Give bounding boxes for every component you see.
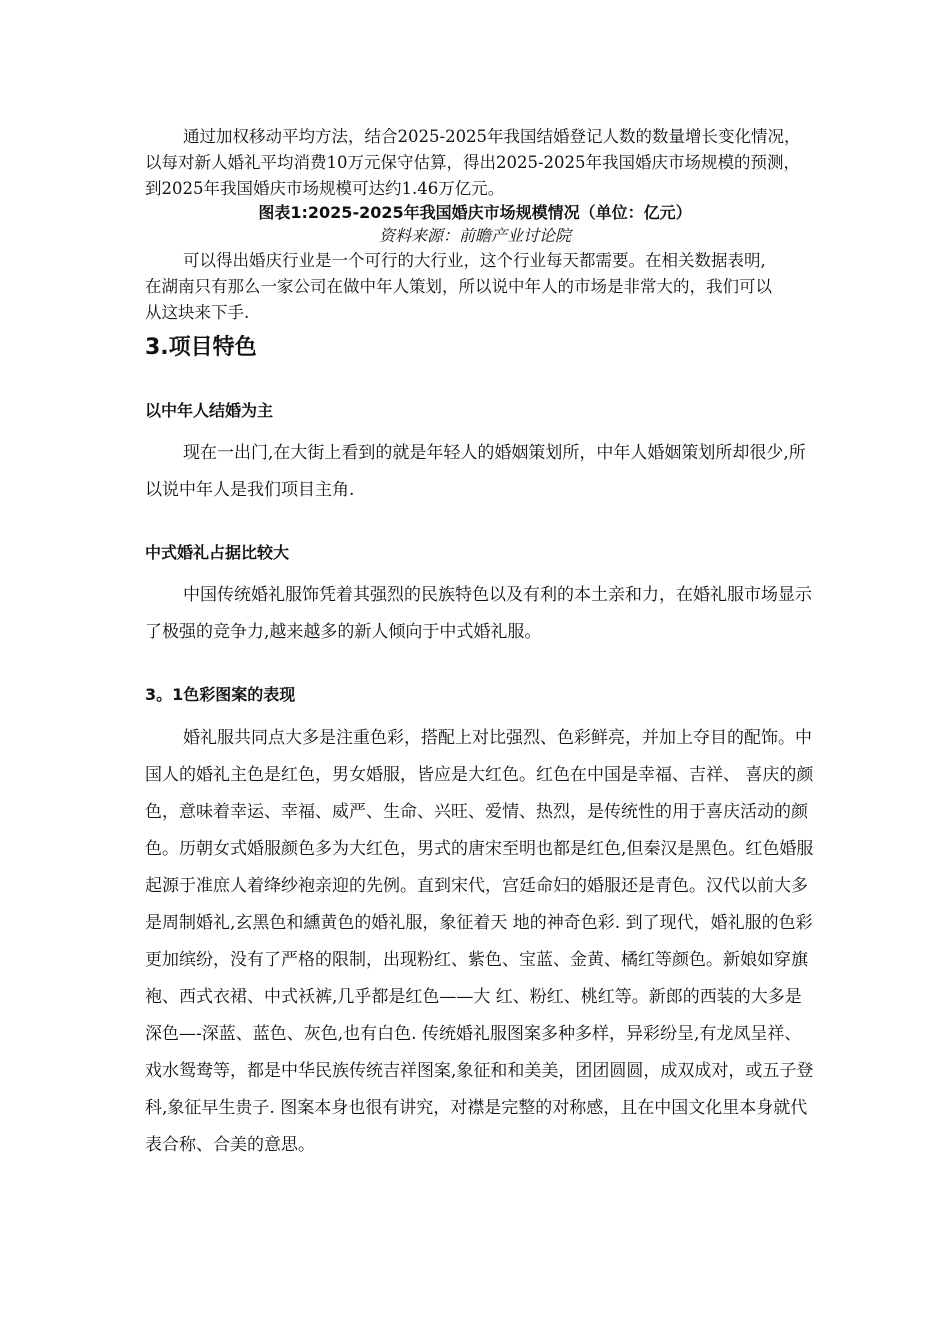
section-heading: 3.项目特色 <box>145 335 257 360</box>
subheading-middle-aged: 以中年人结婚为主 <box>145 401 274 420</box>
conclusion-paragraph: 可以得出婚庆行业是一个可行的大行业，这个行业每天都需要。在相关数据表明,在湖南只有那么一家公司在做中年人策划，所以说中年人的市场是非常大的，我们可以从这块来下手. <box>145 251 772 322</box>
paragraph-chinese-wedding: 中国传统婚礼服饰凭着其强烈的民族特色以及有利的本土亲和力，在婚礼服市场显示了极强的竞争力,越来越多的新人倾向于中式婚礼服。 <box>145 585 812 642</box>
subheading-chinese-wedding: 中式婚礼占据比较大 <box>145 543 290 562</box>
figure-caption: 图表1:2025-2025年我国婚庆市场规模情况（单位：亿元） <box>258 203 692 222</box>
subheading-color-pattern: 3。1色彩图案的表现 <box>145 685 296 704</box>
figure-source: 资料来源：前瞻产业讨论院 <box>378 226 571 245</box>
paragraph-color-pattern: 婚礼服共同点大多是注重色彩，搭配上对比强烈、色彩鲜亮，并加上夺目的配饰。中国人的婚礼主色是红色，男女婚服，皆应是大红色。红色在中国是幸福、吉祥、 喜庆的颜色，意味着幸运、幸福、威严、生命、兴旺、爱情、热烈，是传统性的用于喜庆活动的颜色。历朝女式婚服颜色多为大红色，男式的唐宋至明也都是红色,但秦汉是黑色。红色婚服起源于准庶人着绛纱袍亲迎的先例。直到宋代，宫廷命妇的婚服还是青色。汉代以前大多是周制婚礼,玄黑色和纁黄色的婚礼服，象征着天 地的神奇色彩. 到了现代，婚礼服的色彩更加缤纷，没有了严格的限制，出现粉红、紫色、宝蓝、金黄、橘红等颜色。新娘如穿旗袍、西式衣裙、中式袄裤,几乎都是红色——大 红、粉红、桃红等。新郎的西装的大多是深色—-深蓝、蓝色、灰色,也有白色. 传统婚礼服图案多种多样，异彩纷呈,有龙凤呈祥、戏水鸳鸯等，都是中华民族传统吉祥图案,象征和和美美，团团圆圆，成双成对，或五子登科,象征早生贵子. 图案本身也很有讲究，对襟是完整的对称感，且在中国文化里本身就代表合称、合美的意思。 <box>145 728 814 1155</box>
paragraph-middle-aged: 现在一出门,在大街上看到的就是年轻人的婚姻策划所，中年人婚姻策划所却很少,所以说中年人是我们项目主角. <box>145 443 806 500</box>
intro-paragraph: 通过加权移动平均方法，结合2025-2025年我国结婚登记人数的数量增长变化情况，以每对新人婚礼平均消费10万元保守估算，得出2025-2025年我国婚庆市场规模的预测，到2025年我国婚庆市场规模可达约1.46万亿元。 <box>145 127 801 198</box>
